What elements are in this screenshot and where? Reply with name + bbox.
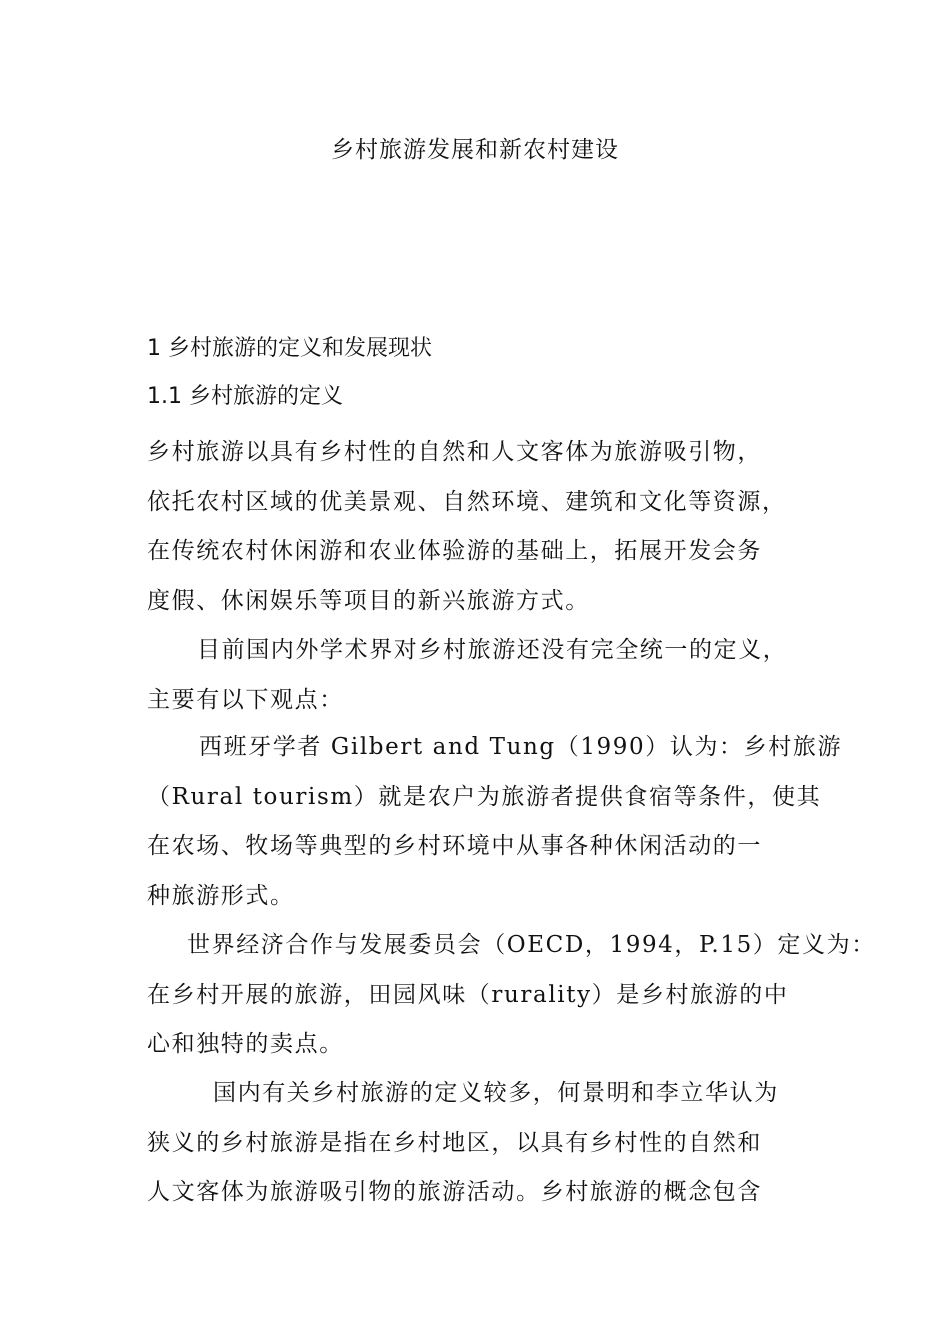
paragraph-line: 依托农村区域的优美景观、自然环境、建筑和文化等资源，	[147, 488, 787, 515]
paragraph-line: 度假、休闲娱乐等项目的新兴旅游方式。	[147, 587, 590, 614]
section-heading-1-1: 1.1 乡村旅游的定义	[147, 384, 343, 409]
paragraph-line: 在传统农村休闲游和农业体验游的基础上，拓展开发会务	[147, 538, 762, 564]
paragraph-line: 在农场、牧场等典型的乡村环境中从事各种休闲活动的一	[147, 833, 762, 859]
paragraph-definition	[147, 428, 827, 626]
paragraph-line: 乡村旅游以具有乡村性的自然和人文客体为旅游吸引物，	[147, 439, 762, 465]
paragraph-line: 世界经济合作与发展委员会（OECD，1994，P.15）定义为：	[187, 932, 876, 958]
paragraph-domestic	[147, 1069, 827, 1218]
paragraph-line: 人文客体为旅游吸引物的旅游活动。乡村旅游的概念包含	[147, 1179, 762, 1205]
paragraph-oecd	[147, 921, 876, 1070]
paragraph-line: 目前国内外学术界对乡村旅游还没有完全统一的定义，	[197, 637, 788, 663]
document-title: 乡村旅游发展和新农村建设	[331, 137, 619, 163]
paragraph-line: 狭义的乡村旅游是指在乡村地区，以具有乡村性的自然和	[147, 1129, 762, 1156]
paragraph-line: 国内有关乡村旅游的定义较多，何景明和李立华认为	[213, 1080, 779, 1106]
paragraph-line: （Rural tourism）就是农户为旅游者提供食宿等条件，使其	[147, 783, 822, 810]
paragraph-line: 主要有以下观点：	[147, 686, 344, 713]
paragraph-line: 在乡村开展的旅游，田园风味（rurality）是乡村旅游的中	[147, 981, 789, 1008]
paragraph-line: 种旅游形式。	[147, 882, 295, 909]
paragraph-gilbert-tung	[147, 723, 843, 921]
paragraph-line: 西班牙学者 Gilbert and Tung（1990）认为：乡村旅游	[199, 734, 843, 760]
section-heading-1: 1 乡村旅游的定义和发展现状	[147, 336, 432, 361]
paragraph-line: 心和独特的卖点。	[147, 1031, 344, 1057]
paragraph-views-intro	[147, 626, 827, 725]
